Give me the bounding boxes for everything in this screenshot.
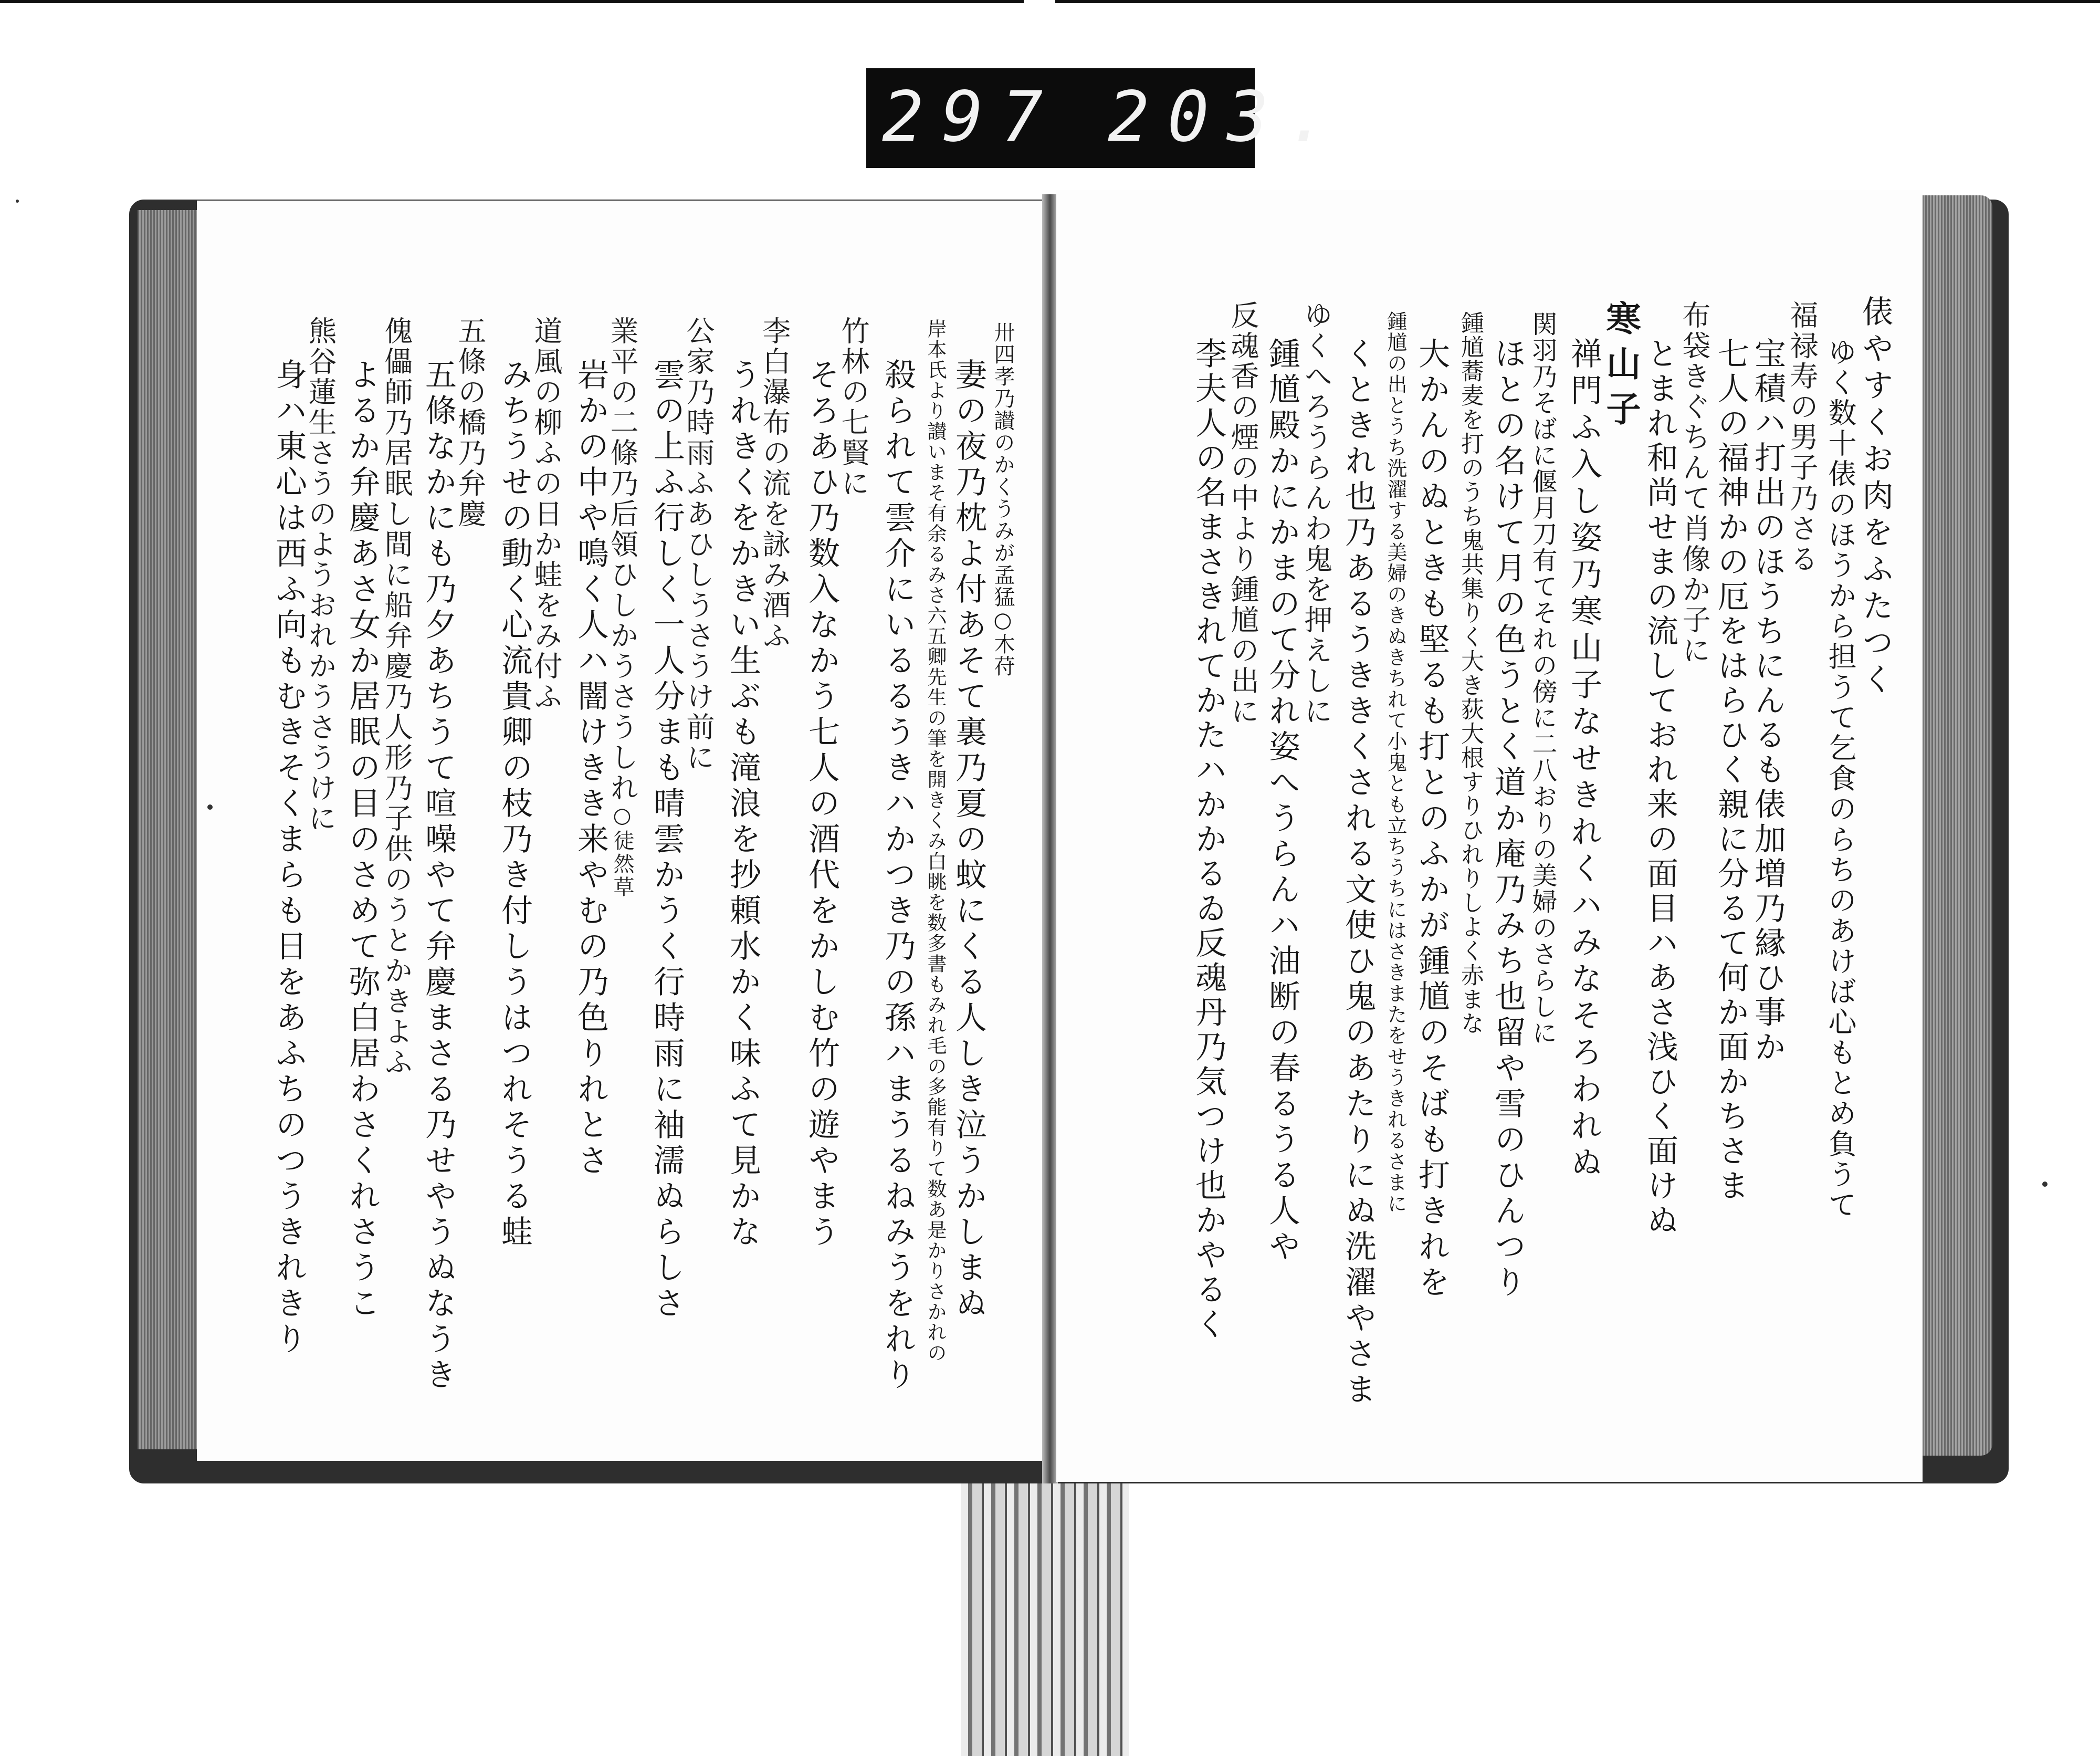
left-line-12: 岩かの中や鳴く人ハ闇けきき来やむの乃色りれとさ xyxy=(572,358,609,1179)
right-line-16: ゆくへろうらんわ鬼を押えしに xyxy=(1300,300,1333,727)
left-line-3: 岸本氏より讃いまそ有余るみさ六五卿先生の筆を開きくみ白眺を数多書もみれ毛の多能有りて数あ是かりさかれの xyxy=(924,319,947,1363)
scan-speck xyxy=(2042,1182,2048,1187)
right-line-9: 禅門ふ入し姿乃寒山子なせきれくハみなそろわれぬ xyxy=(1566,337,1602,1183)
book-gutter xyxy=(1042,194,1058,1483)
left-line-16: 五條なかにも乃夕あちうて喧噪やて弁慶まさる乃せやうぬなうき xyxy=(420,358,457,1394)
right-line-19: 李夫人の名まさきれてかたハかかるゐ反魂丹乃気つけ也かやるく xyxy=(1190,337,1227,1342)
right-line-1: 俵やすくお肉をふたつく xyxy=(1857,295,1894,699)
page-mark xyxy=(207,804,213,810)
text-line: 業平の二條乃后領ひしかうさうしれ xyxy=(606,316,639,803)
left-line-15: 五條の橋乃弁慶 xyxy=(454,316,487,529)
scan-speck xyxy=(16,200,19,203)
book-spine xyxy=(961,1483,1129,1756)
left-line-20: 身ハ東心は西ふ向もむきそくまらも日をあふちのつうきれきり xyxy=(270,358,307,1358)
right-line-12: 鍾馗蕎麦を打のうち鬼共集りく大き荻大根すりひれりしよく赤まな xyxy=(1457,311,1484,1036)
page-edges-right xyxy=(1919,195,1992,1456)
film-frame-label xyxy=(866,68,1346,168)
right-line-7: とまれ和尚せまの流しておれ来の面目ハあさ浅ひく面けぬ xyxy=(1642,337,1678,1238)
left-line-19: 熊谷蓮生さうのようおれかうさうけに xyxy=(304,316,337,834)
right-line-13: 大かんのぬときも堅るも打とのふかが鍾馗のそばも打きれを xyxy=(1413,337,1450,1301)
annotation-note: ○木苻 xyxy=(991,608,1015,677)
left-line-4: 殺られて雲介にいるるうきハかつき乃の孫ハまうるねみうをれり xyxy=(879,358,916,1394)
left-line-17: 傀儡師乃居眠し間に船弁慶乃人形乃子供のうとかきよふ xyxy=(380,316,413,1078)
right-line-18: 反魂香の煙の中より鍾馗の出に xyxy=(1226,300,1259,727)
left-line-8: うれきくをかきい生ぶも滝浪を抄頼水かく味ふて見かな xyxy=(724,358,761,1251)
right-line-8: 寒山子 xyxy=(1600,300,1641,436)
page-edges-left xyxy=(138,210,198,1449)
right-page xyxy=(1056,190,1923,1482)
scan-border-line xyxy=(0,0,1024,3)
right-line-15: くときれ也乃あるうききくされる文使ひ鬼のあたりにぬ洗濯やさま xyxy=(1340,337,1377,1408)
left-line-13: 道風の柳ふの日か蛙をみ付ふ xyxy=(530,316,563,712)
right-line-17: 鍾馗殿かにかまのて分れ姿へうらんハ油断の春るうる人や xyxy=(1264,337,1300,1266)
left-line-14: みちうせの動く心流貴卿の枝乃き付しうはつれそうる蛙 xyxy=(496,358,533,1251)
right-line-11: ほとの名けて月の色うとく道か庵乃みち也留や雪のひんつり xyxy=(1489,337,1526,1301)
right-line-2: ゆく数十俵のほうから担うて乞食のらちのあけば心もとめ負うて xyxy=(1824,337,1857,1220)
right-line-14: 鍾馗の出とうち洗濯する美婦のきぬきちれて小鬼とも立ちうちにはさきまたをせうきれるさまに xyxy=(1384,311,1407,1214)
right-line-4: 宝積ハ打出のほうちにんるも俵加増乃縁ひ事か xyxy=(1749,337,1786,1065)
frame-number-left: 297 xyxy=(882,77,1061,158)
annotation-note: ○徒然草 xyxy=(610,803,634,899)
right-line-3: 福禄寿の男子乃さる xyxy=(1786,300,1819,574)
left-line-5: 竹林の七賢に xyxy=(837,316,870,499)
left-line-9: 公家乃時雨ふあひしうさうけ前に xyxy=(682,316,715,773)
right-line-6: 布袋きぐちんて肖像か子に xyxy=(1678,300,1711,666)
frame-number-right: 203. xyxy=(1108,77,1346,158)
left-page xyxy=(197,201,1042,1461)
left-line-10: 雲の上ふ行しく一人分まも晴雲かうく行時雨に袖濡ぬらしさ xyxy=(648,358,685,1322)
left-line-6: そろあひ乃数入なかう七人の酒代をかしむ竹の遊やまう xyxy=(803,358,840,1251)
left-line-11 xyxy=(606,316,638,899)
left-line-1 xyxy=(992,321,1013,677)
right-line-5: 七人の福神かの厄をはらひく親に分るて何か面かちさま xyxy=(1713,337,1749,1204)
left-line-2: 妻の夜乃枕よ付あそて裏乃夏の蚊にくる人しき泣うかしまぬ xyxy=(950,358,987,1322)
text-line: 卅四孝乃讃のかくうみが孟猛 xyxy=(991,321,1015,608)
left-line-7: 李白瀑布の流を詠み酒ふ xyxy=(758,316,791,651)
right-line-10: 関羽乃そばに偃月刀有てそれの傍に二八おりの美婦のさらしに xyxy=(1528,311,1557,1046)
scan-border-line xyxy=(1055,0,2100,3)
left-line-18: よるか弁慶あさ女か居眠の目のさめて弥白居わさくれさうこ xyxy=(344,358,381,1322)
